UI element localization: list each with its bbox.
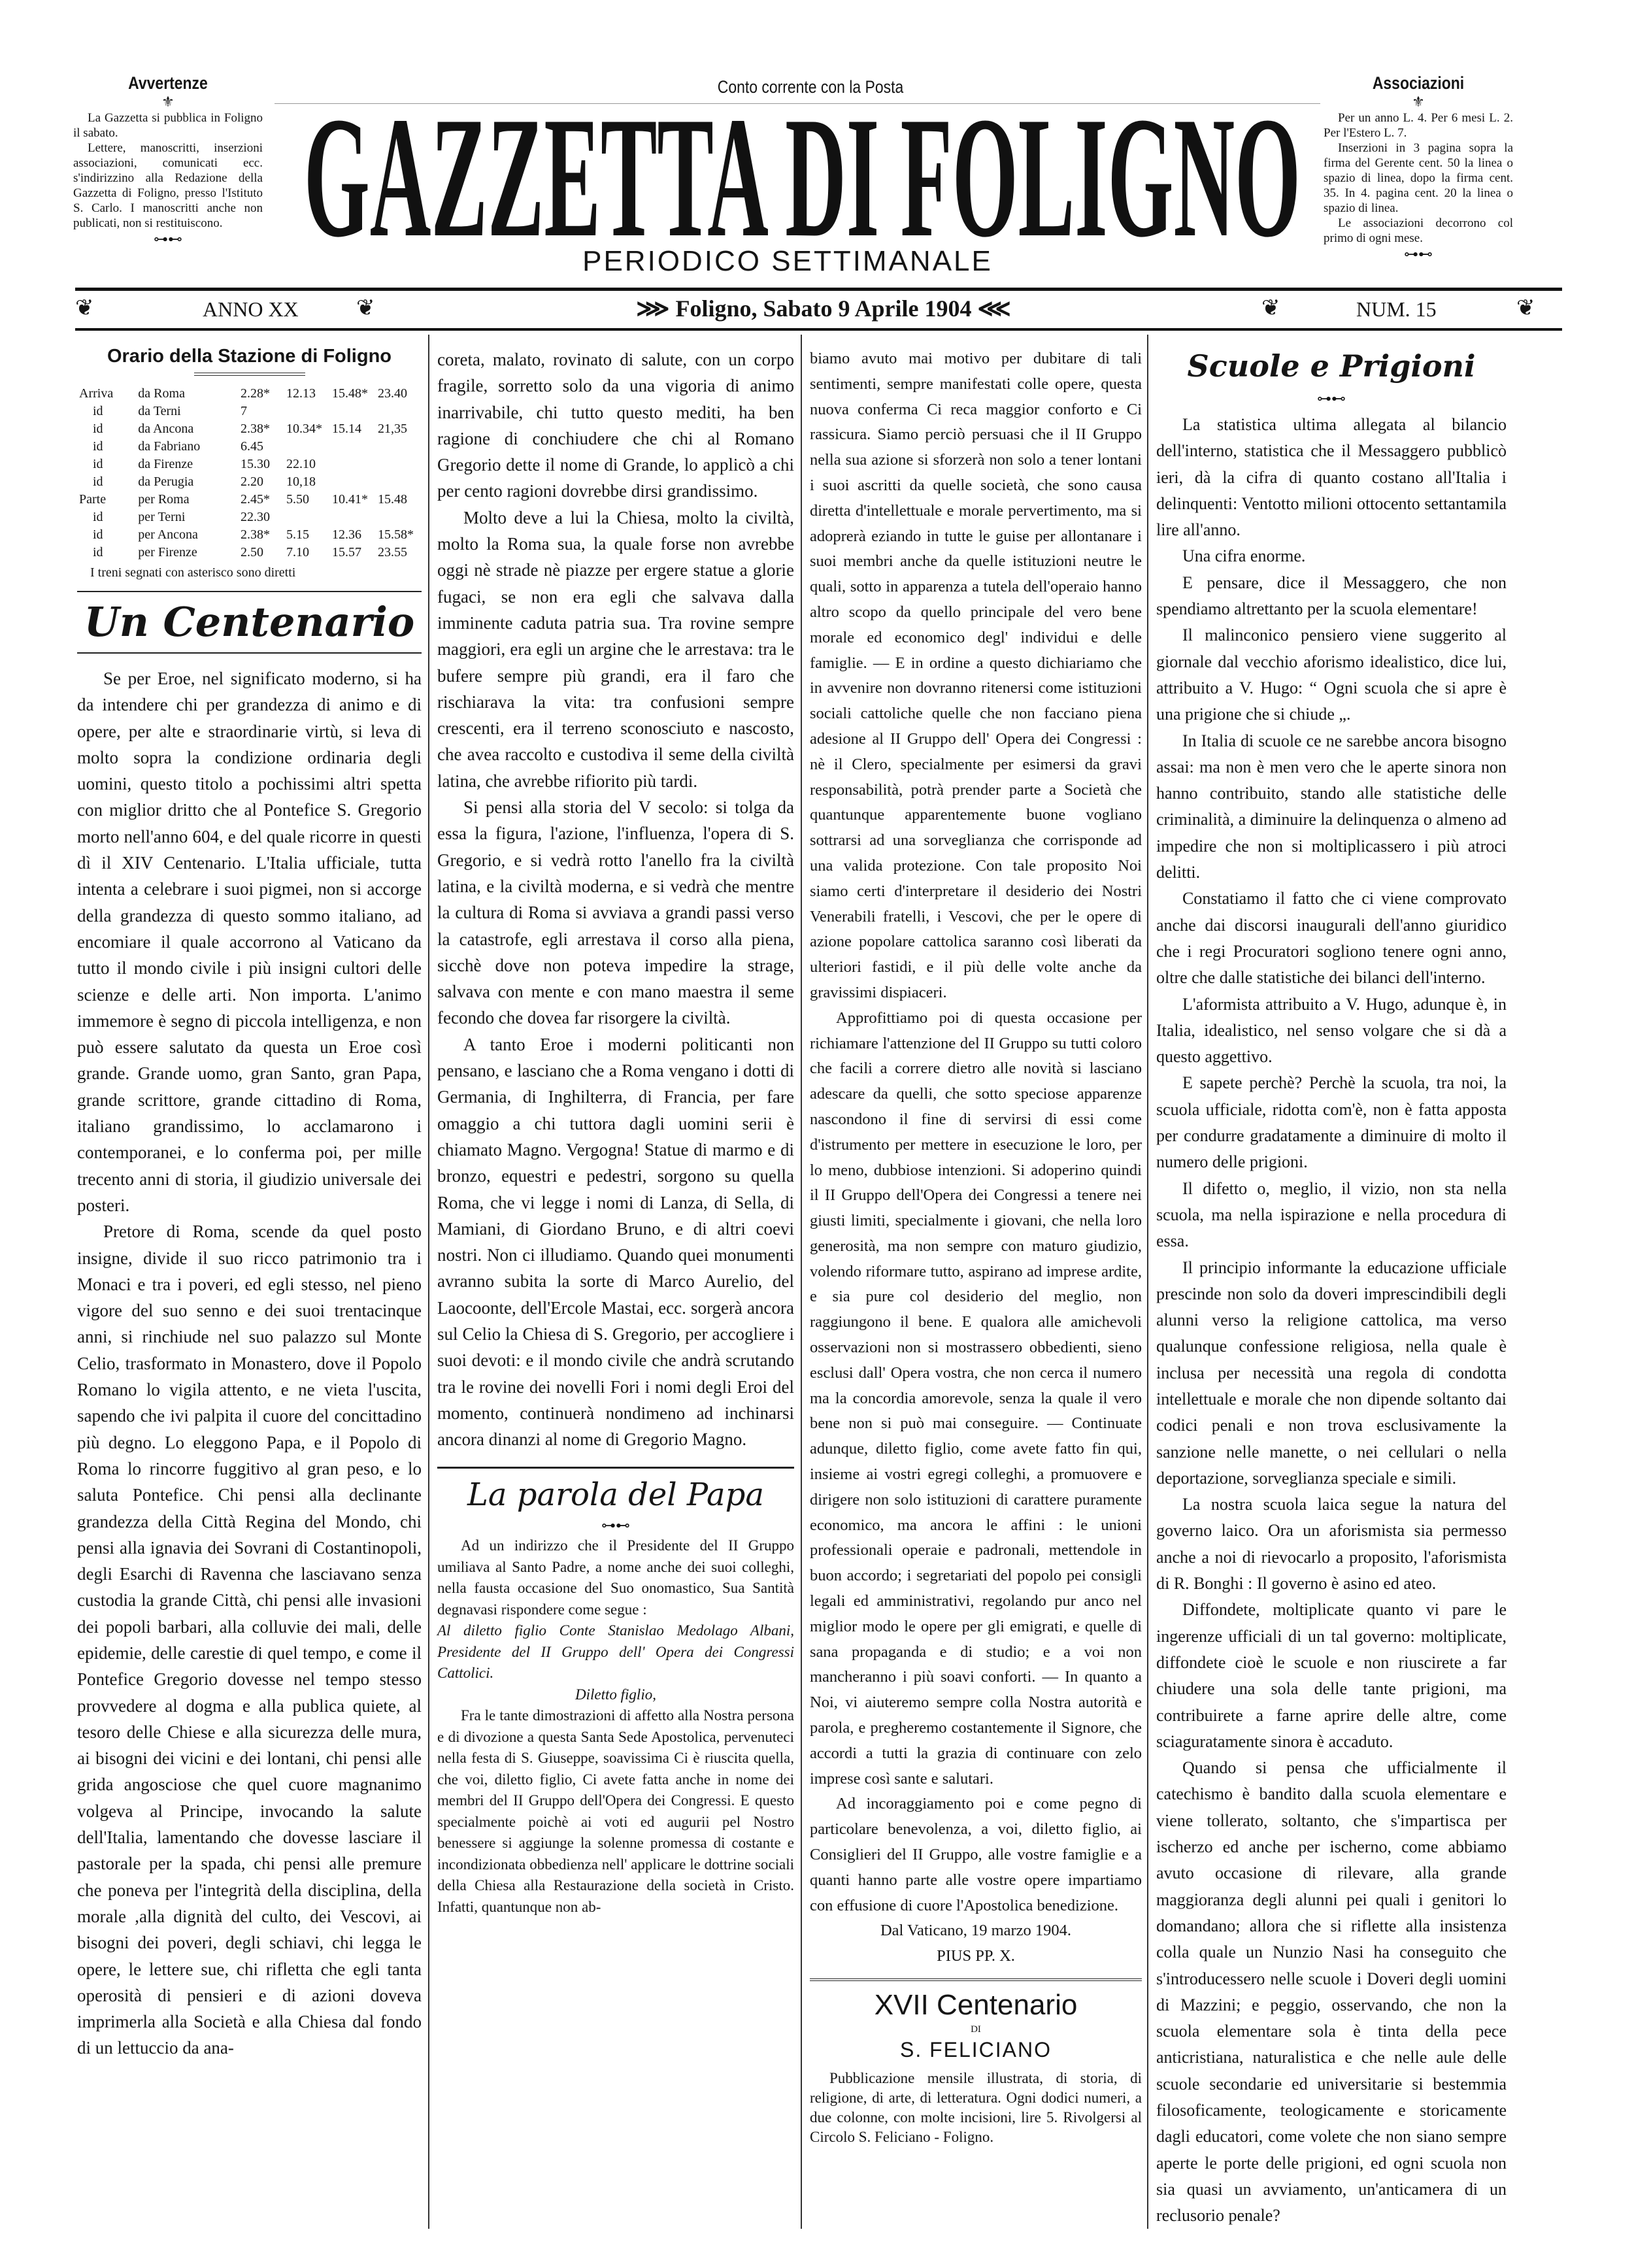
orario-time: 23.55 xyxy=(378,545,407,559)
orario-time: 5.15 xyxy=(286,527,309,542)
orario-time: 12.13 xyxy=(286,386,316,401)
conto-corrente-note: Conto corrente con la Posta xyxy=(717,77,904,97)
orario-time: 15.58* xyxy=(378,527,414,542)
column-4 xyxy=(1147,335,1565,2229)
orario-station: da Fabriano xyxy=(138,439,201,454)
feliciano-text: Pubblicazione mensile illustrata, di storia, di religione, di arte, di letteratura. Ogni dodici numeri, a due colonne, con molte incisioni, lire 5. Rivolgersi al Circolo S. Feliciano - Foligno. xyxy=(810,2070,1142,2145)
avvertenze-box xyxy=(73,73,263,248)
orario-time: 15.48* xyxy=(332,386,368,401)
orario-time xyxy=(376,438,422,456)
article-paragraph: In Italia di scuole ce ne sarebbe ancora bisogno assai: ma non è men vero che le aperte sinora non hanno contribuito, stando alle statistiche delle criminalità, a diminuire la delinquenza o almeno ad impedire che non si moltiplicassero i più atroci delitti. xyxy=(1156,731,1507,882)
orario-time: 2.45* xyxy=(241,492,270,507)
orario-direction: id xyxy=(93,422,103,436)
fleuron-icon: ❦ xyxy=(75,296,94,320)
article-paragraph: A tanto Eroe i moderni politicanti non pensano, e lasciano che a Roma vengano i dotti di Germania, di Inghilterra, di Francia, per fare omaggio a chi tuttora dagli uomini serii è chiamato Magno. Vergogna! Statue di marmo e di bronzo, equestri e pedestri, sorgono su quella Roma, che vi legge i nomi di Lanza, di Sella, di Mamiani, di Giordano Bruno, e di altri coevi nostri. Non ci illudiamo. Quando quei monumenti avranno subita la sorte di Marco Aurelio, del Laocoonte, dell'Ercole Mastai, ecc. sorgerà ancora sul Celio la Chiesa di S. Gregorio, per accogliere i suoi devoti: e il mondo civile che andrà scrutando tra le rovine dei novelli Fori i nomi degli Eroi del momento, continuerà nondimeno ad inchinarsi ancora dinanzi al nome di Gregorio Magno. xyxy=(437,1034,794,1450)
orario-row xyxy=(77,526,422,544)
orario-station: da Ancona xyxy=(138,422,194,436)
column-3 xyxy=(801,335,1147,2229)
section-rule xyxy=(77,652,422,654)
orario-time xyxy=(376,473,422,491)
papa-signature: PIUS PP. X. xyxy=(937,1947,1015,1965)
masthead-rule xyxy=(75,288,1562,291)
orario-title: Orario della Stazione di Foligno xyxy=(107,346,392,367)
orario-time xyxy=(376,456,422,473)
orario-time xyxy=(284,438,330,456)
ornament-icon: ⚜ xyxy=(1412,93,1425,110)
orario-time xyxy=(330,456,376,473)
orario-time: 2.20 xyxy=(241,475,263,489)
papa-paragraph: Approfittiamo poi di questa occasione per richiamare l'attenzione del II Gruppo su tutti coloro che facili a correre dietro alle novità si lasciano adescare da quelli, che sotto speciose apparenze nascondono il fine di servirsi di essi come d'istrumento per mettere in esecuzione le loro, per lo meno, dubbiose intenzioni. Si adoperino quindi il II Gruppo dell'Opera dei Congressi a tenere nei giusti limiti, specialmente i giovani, che nella loro generosità, ma non sempre con maturo giudizio, volendo riformare tutto, aspirano ad imprese ardite, e sia pure col desiderio del meglio, non raggiungono il bene. E qualora alle amichevoli osservazioni non si mostrassero obbedienti, sieno esclusi dall' Opera vostra, che non cerca il numero ma la concordia amorevole, senza la quale il vero bene non si può mai conseguire. — Continuate adunque, diletto figlio, come avete fatto fin qui, insieme ai vostri egregi colleghi, a promuovere e dirigere non solo istituzioni di carattere puramente economico, ma ancora le affini : le unioni professionali operaie e padronali, mettendole in buon accordo; i segretariati del popolo pei consigli legali ed amministrativi, regolando pur anco nel miglior modo le opere per gli emigrati, e quelle di sana propaganda e di studio; e a voi non mancheranno i più soavi conforti. — In quanto a Noi, vi aiuteremo sempre colla Nostra autorità e parola, e pregheremo costantemente il Signore, che accordi a tutti la grazia di continuare con zelo imprese così sante e salutari. xyxy=(810,1009,1142,1788)
orario-direction: id xyxy=(93,510,103,524)
orario-time: 2.38* xyxy=(241,422,270,436)
centenario-title: Un Centenario xyxy=(84,598,415,646)
newspaper-title xyxy=(301,105,1307,242)
papa-paragraph: biamo avuto mai motivo per dubitare di tali sentimenti, sempre manifestati colle opere, questa nuova conferma Ci reca maggior conforto e Ci rassicura. Siamo perciò persuasi che il II Gruppo nella sua azione si sforzerà non solo a tener lontani i suoi ascritti da quelle società, che sono causa diretta d'intellettuale e morale pervertimento, ma si adoprerà eziando in tutte le guise per allontanare i suoi membri anche da quelle istituzioni neutre le quali, sotto in apparenza a tutela dell'operaio hanno altro scopo da quello principale del vero bene morale ed economico degl' individui e delle famiglie. — E in ordine a questo dichiariamo che in avvenire non dovranno ritenersi come istituzioni sociali cattoliche quelle che non facciano piena adesione al II Gruppo dell' Opera dei Congressi : nè il Clero, specialmente per esimersi da gravi responsabilità, potrà prender parte a Società che quantunque apparentemente buone vogliano sottrarsi ad una sorveglianza che corrisponde ad una valida protezione. Con tale proposito Noi siamo certi d'interpretare il desiderio dei Nostri Venerabili fratelli, i Vescovi, che per le opere di azione popolare cattolica saranno così liberati da ulteriori fastidi, e il più delle volte anche da gravissimi dispiaceri. xyxy=(810,350,1142,1001)
orario-row xyxy=(77,420,422,438)
associazioni-box xyxy=(1324,73,1513,263)
orario-direction: id xyxy=(93,527,103,542)
article-paragraph: coreta, malato, rovinato di salute, con un corpo fragile, sorretto solo da una vigoria di animo inarrivabile, chi tutto questo mediti, ha ben ragione di conchiudere che chi al Romano Gregorio dette il nome di Grande, lo applicò a chi per cento ragioni dovrebbe dirsi grandissimo. xyxy=(437,350,794,501)
dateline xyxy=(458,294,1190,323)
avvertenze-text: La Gazzetta si pubblica in Foligno il sabato. xyxy=(73,111,263,140)
orario-time: 10,18 xyxy=(286,475,316,489)
date-text: Foligno, Sabato 9 Aprile 1904 xyxy=(675,295,972,322)
article-paragraph: La statistica ultima allegata al bilancio dell'interno, statistica che il Messaggero pubblicò ieri, dà la cifra di quanto costano all'Italia i delinquenti: Ventotto milioni ottocento settantamila lire all'anno. xyxy=(1156,415,1507,540)
article-paragraph: Quando si pensa che ufficialmente il catechismo è bandito dalla scuola elementare e viene tollerato, soltanto, che s'impartisca per ischerzo ed anche per ischerno, come abbiamo avuto occasione di rilevare, alla grande maggioranza degli alunni pei quali i genitori lo domandano; allora che si riflette alla insistenza colla quale un Nunzio Nasi ha conseguito che s'introducessero nelle scuole i Doveri degli uomini di Mazzini; e peggio, osservando, che non la scuola elementare sola è tinta della pece anticristiana, naturalistica e che nelle aule delle scuole secondarie ed universitarie si bestemmia filosoficamente, teologicamente e storicamente dagli educatori, come volete che non siano sempre aperte le porte delle prigioni, ed ogni scuola non sia quasi un avviamento, un'anticamera di un reclusorio penale? xyxy=(1156,1758,1507,2226)
feliciano-box xyxy=(810,1978,1142,2147)
orario-station: da Firenze xyxy=(138,457,193,471)
orario-row xyxy=(77,491,422,509)
orario-time: 15.57 xyxy=(332,545,361,559)
ornament-icon: ⋙ xyxy=(636,295,676,322)
orario-time: 10.41* xyxy=(332,492,368,507)
orario-time: 21,35 xyxy=(378,422,407,436)
ornament-icon: ⊶⊷ xyxy=(154,231,182,247)
orario-row xyxy=(77,385,422,403)
orario-station: per Roma xyxy=(138,492,190,507)
orario-row xyxy=(77,544,422,561)
orario-row xyxy=(77,456,422,473)
top-divider xyxy=(275,103,1320,104)
papa-letter xyxy=(437,1535,794,1918)
columns xyxy=(75,335,1565,2268)
ornament-icon: ⊶⊷ xyxy=(601,1517,630,1534)
orario-table xyxy=(77,385,422,561)
orario-direction: id xyxy=(93,404,103,418)
section-rule xyxy=(437,1467,794,1469)
orario-time: 23.40 xyxy=(378,386,407,401)
avvertenze-text-block xyxy=(73,110,263,231)
scuole-title: Scuole e Prigioni xyxy=(1187,348,1476,384)
orario-direction: id xyxy=(93,439,103,454)
orario-time: 10.34* xyxy=(286,422,322,436)
ornament-icon: ⊶⊷ xyxy=(1404,246,1433,262)
article-paragraph: Il malinconico pensiero viene suggerito al giornale dal vecchio aforismo idealistico, dice lui, attribuito a V. Hugo: “ Ogni scuola che si apre è una prigione che si chiude „. xyxy=(1156,625,1507,724)
orario-time xyxy=(284,403,330,420)
article-paragraph: L'aformista attribuito a V. Hugo, adunque è, in Italia, idealistico, nel senso volgare che si dà a questo aggettivo. xyxy=(1156,994,1507,1067)
ornament-rule xyxy=(194,373,305,376)
column-2 xyxy=(428,335,801,2229)
article-paragraph: E pensare, dice il Messaggero, che non spendiamo altrettanto per la scuola elementare! xyxy=(1156,573,1507,619)
feliciano-title: XVII Centenario xyxy=(874,1989,1078,2021)
orario-time: 6.45 xyxy=(241,439,263,454)
orario-row xyxy=(77,438,422,456)
papa-salutation: Diletto figlio, xyxy=(575,1686,656,1703)
associazioni-text: Inserzioni in 3 pagina sopra la firma del Gerente cent. 50 la linea o spazio di linea, dopo la firma cent. 35. In 4. pagina cent. 20 la linea o spazio di linea. xyxy=(1324,141,1513,215)
orario-direction: id xyxy=(93,457,103,471)
fleuron-icon: ❦ xyxy=(1516,296,1535,320)
feliciano-di: DI xyxy=(971,2024,981,2035)
dateline-rule xyxy=(75,328,1562,331)
newspaper-subtitle: PERIODICO SETTIMANALE xyxy=(582,245,993,277)
orario-station: da Terni xyxy=(138,404,181,418)
orario-time: 2.38* xyxy=(241,527,270,542)
orario-note: I treni segnati con asterisco sono diretti xyxy=(90,565,296,580)
centenario-col2 xyxy=(437,346,794,1452)
orario-time: 7 xyxy=(241,404,247,418)
orario-time: 12.36 xyxy=(332,527,361,542)
orario-row xyxy=(77,473,422,491)
papa-intro: Ad un indirizzo che il Presidente del II Gruppo umiliava al Santo Padre, a nome anche dei suoi colleghi, nella fausta occasione del Suo onomastico, Sua Santità degnavasi rispondere come segue : xyxy=(437,1537,794,1618)
newspaper-title-text: GAZZETTA DI FOLIGNO xyxy=(304,105,1301,242)
column-1 xyxy=(75,335,428,2229)
orario-time: 15.30 xyxy=(241,457,270,471)
section-rule xyxy=(77,591,422,592)
article-paragraph: E sapete perchè? Perchè la scuola, tra noi, la scuola ufficiale, ridotta com'è, non è fatta apposta per condurre gradatamente a diminuire di molto il numero delle prigioni. xyxy=(1156,1073,1507,1172)
orario-station: per Terni xyxy=(138,510,186,524)
feliciano-name: S. FELICIANO xyxy=(899,2038,1052,2061)
papa-date: Dal Vaticano, 19 marzo 1904. xyxy=(880,1922,1072,1940)
orario-row xyxy=(77,403,422,420)
orario-time: 2.50 xyxy=(241,545,263,559)
orario-station: da Roma xyxy=(138,386,185,401)
papa-continued xyxy=(810,346,1142,1969)
fleuron-icon: ❦ xyxy=(356,296,375,320)
orario-time xyxy=(284,509,330,526)
orario-direction: Parte xyxy=(79,492,107,507)
article-paragraph: Una cifra enorme. xyxy=(1182,546,1306,566)
orario-time: 5.50 xyxy=(286,492,309,507)
orario-time: 7.10 xyxy=(286,545,309,559)
article-paragraph: La nostra scuola laica segue la natura del governo laico. Ora un aforismista sia permesso anche a noi di rievocarlo a proposito, l'aforismista di R. Bonghi : Il governo è asino ed ateo. xyxy=(1156,1495,1507,1593)
orario-time xyxy=(376,403,422,420)
fleuron-icon: ❦ xyxy=(1261,296,1280,320)
article-paragraph: Pretore di Roma, scende da quel posto insigne, divide il suo ricco patrimonio tra i Monaci e tra i poveri, ed egli stesso, nel pieno vigore del suo senno e dei suoi trentacinque anni, si rinchiude nel suo palazzo sul Monte Celio, trasformato in Monastero, dove il Popolo Romano lo vigila attento, e ne vieta l'uscita, sapendo che ivi palpita il cuore del concittadino più degno. Lo eleggono Papa, e il Popolo di Roma lo rincorre fuggitivo al gran peso, e lo saluta Pontefice. Chi pensi alla declinante grandezza della Città Regina del Mondo, chi pensi alla ignavia dei Sovrani di Costantinopoli, degli Esarchi di Ravenna che lasciavano senza custodia la grande Città, chi pensi alle invasioni dei popoli barbari, alla colluvie dei mali, delle epidemie, delle carestie di quel tempo, e come il Pontefice Gregorio dovesse nel tempo stesso provvedere al dogma e alla publica quiete, al tesoro delle Chiese e alla sicurezza delle mura, ai bisogni dei vicini e dei lontani, chi pensi alle grida angosciose che quel cuore magnanimo volgeva al Principe, invocando la salute dell'Italia, lamentando che dovesse lasciare il pastorale per la spada, chi pensi alle premure che poneva per l'integrità della disciplina, della morale ,alla dignità del culto, dei Vescovi, ai bisogni dei poveri, degli schiavi, chi legga le opere, le lettere sue, chi rifletta che egli tanta operosità di pensieri e di azioni doveva imprimerla alla Società e alla Chiesa dal fondo di un lettuccio da ana- xyxy=(77,1222,422,2058)
ornament-icon: ⚜ xyxy=(161,93,175,110)
orario-time: 2.28* xyxy=(241,386,270,401)
ornament-icon: ⊶⊷ xyxy=(1317,390,1346,407)
article-paragraph: Il difetto o, meglio, il vizio, non sta nella scuola, ma nella ispirazione e nella procedura di essa. xyxy=(1156,1178,1507,1251)
associazioni-text: Per un anno L. 4. Per 6 mesi L. 2. Per l'Estero L. 7. xyxy=(1324,111,1513,140)
numero-label: NUM. 15 xyxy=(1356,297,1437,321)
anno-label: ANNO XX xyxy=(203,297,299,321)
centenario-col1 xyxy=(77,665,422,2061)
orario-time: 15.48 xyxy=(378,492,407,507)
scuole-article xyxy=(1156,412,1507,2229)
orario-time: 22.10 xyxy=(286,457,316,471)
orario-time xyxy=(330,509,376,526)
orario-direction: id xyxy=(93,475,103,489)
article-paragraph: Molto deve a lui la Chiesa, molto la civiltà, molto la Roma sua, la quale forse non avrebbe oggi nè strade nè piazze per ergere statue a glorie fugaci, se non era egli che salvava dalla imminente caduta patria sua. Tra rovine sempre maggiori, era egli un argine che le arrestava: tra le bufere sempre più grandi, era il faro che rischiarava la vita: tra confusioni sempre crescenti, era il terreno sconosciuto e nascosto, che avea raccolto e custodiva il seme della civiltà latina, che avrebbe rifiorito più tardi. xyxy=(437,507,794,791)
ornament-icon: ⋘ xyxy=(971,295,1011,322)
papa-paragraph: Ad incoraggiamento poi e come pegno di particolare benevolenza, a voi, diletto figlio, ai Consiglieri del II Gruppo, alle vostre famiglie e a quanti hanno parte alle vostre opere impartiamo con effusione di cuore l'Apostolica benedizione. xyxy=(810,1795,1142,1914)
associazioni-title: Associazioni xyxy=(1372,73,1465,93)
papa-paragraph: Fra le tante dimostrazioni di affetto alla Nostra persona e di divozione a questa Santa Sede Apostolica, pervenuteci nella festa di S. Giuseppe, soavissima Ci è riuscita quella, che voi, diletto figlio, Ci avete fatta anche in nome dei membri del II Gruppo dell'Opera dei Congressi. E questo specialmente poichè ai voti ed augurii pel Nostro benessere si aggiunge la solenne promessa di costante e incondizionata obbedienza nell' applicare le dottrine sociali della Chiesa alla Restaurazione della società in Cristo. Infatti, quantunque non ab- xyxy=(437,1707,794,1915)
papa-address: Al diletto figlio Conte Stanislao Medolago Albani, Presidente del II Gruppo dell' Opera dei Congressi Cattolici. xyxy=(437,1622,794,1682)
associazioni-text: Le associazioni decorrono col primo di ogni mese. xyxy=(1324,216,1513,245)
avvertenze-title: Avvertenze xyxy=(128,73,208,93)
article-paragraph: Il principio informante la educazione ufficiale prescinde non solo da doveri imprescindibili degli alunni verso la religione cattolica, ma verso qualunque confessione religiosa, nella quale è inclusa per necessità una regola di condotta intellettuale e morale che non dipende soltanto dai codici penali e non trova esclusivamente la sanzione nelle manette, o nei cellulari o nella deportazione, sorveglianza speciale e simili. xyxy=(1156,1258,1507,1488)
orario-time xyxy=(330,473,376,491)
article-paragraph: Constatiamo il fatto che ci viene comprovato anche dai discorsi inaugurali dell'anno giuridico che i regi Procuratori sogliono tenere ogni anno, oltre che dalle statistiche dei bilanci dell'interno. xyxy=(1156,889,1507,988)
orario-station: per Ancona xyxy=(138,527,198,542)
orario-direction: Arriva xyxy=(79,386,114,401)
orario-direction: id xyxy=(93,545,103,559)
orario-station: da Perugia xyxy=(138,475,194,489)
orario-time xyxy=(330,438,376,456)
papa-title: La parola del Papa xyxy=(467,1476,764,1514)
orario-row xyxy=(77,509,422,526)
article-paragraph: Se per Eroe, nel significato moderno, si ha da intendere chi per grandezza di animo e di opere, per alte e straordinarie virtù, si leva di molto sopra la condizione ordinaria degli uomini, questo titolo a pochissimi altri spetta con miglior dritto che al Pontefice S. Gregorio morto nell'anno 604, e del quale ricorre in questi dì il XIV Centenario. L'Italia ufficiale, tutta intenta a celebrare i suoi pigmei, non si accorge della grandezza di questo sommo italiano, ad encomiare il quale accorrono al Vaticano da tutto il mondo civile i più insigni cultori delle scienze e delle arti. Non importa. L'animo immemore è segno di piccola intelligenza, e non può essere salutato da questa un Eroe così grande. Grande uomo, gran Santo, gran Papa, grande scrittore, grande cittadino di Roma, italiano grandissimo, lo acclamarono i contemporanei, e lo conferma poi, per mille trecento anni di storia, il giudizio universale dei posteri. xyxy=(77,669,422,1215)
avvertenze-text: Lettere, manoscritti, inserzioni associazioni, comunicati ecc. s'indirizzino alla Redazione della Gazzetta di Foligno, presso l'Istituto S. Carlo. I manoscritti anche non publicati, non si restituiscono. xyxy=(73,141,263,230)
orario-time xyxy=(330,403,376,420)
associazioni-text-block xyxy=(1324,110,1513,246)
orario-station: per Firenze xyxy=(138,545,197,559)
orario-time: 22.30 xyxy=(241,510,270,524)
orario-time: 15.14 xyxy=(332,422,361,436)
article-paragraph: Si pensi alla storia del V secolo: si tolga da essa la figura, l'azione, l'influenza, l'opera di S. Gregorio, e si vedrà rotto l'anello fra la civiltà latina, e la civiltà moderna, e si vedrà che mentre la cultura di Roma si avviava a grandi passi verso la catastrofe, egli arrestava il corso alla piena, sicchè dove non poteva impedire la strage, salvava con mente e con mano maestra il seme fecondo che dovea far risorgere la civiltà. xyxy=(437,797,794,1028)
orario-time xyxy=(376,509,422,526)
article-paragraph: Diffondete, moltiplicate quanto vi pare le ingerenze ufficiali di un tal governo: moltiplicate, diffondete cioè le scuole e non riuscirete a far chiudere una sola delle tante prigioni, ma contribuirete a farne aprire delle altre, come sciaguratamente sinora è accaduto. xyxy=(1156,1600,1507,1751)
